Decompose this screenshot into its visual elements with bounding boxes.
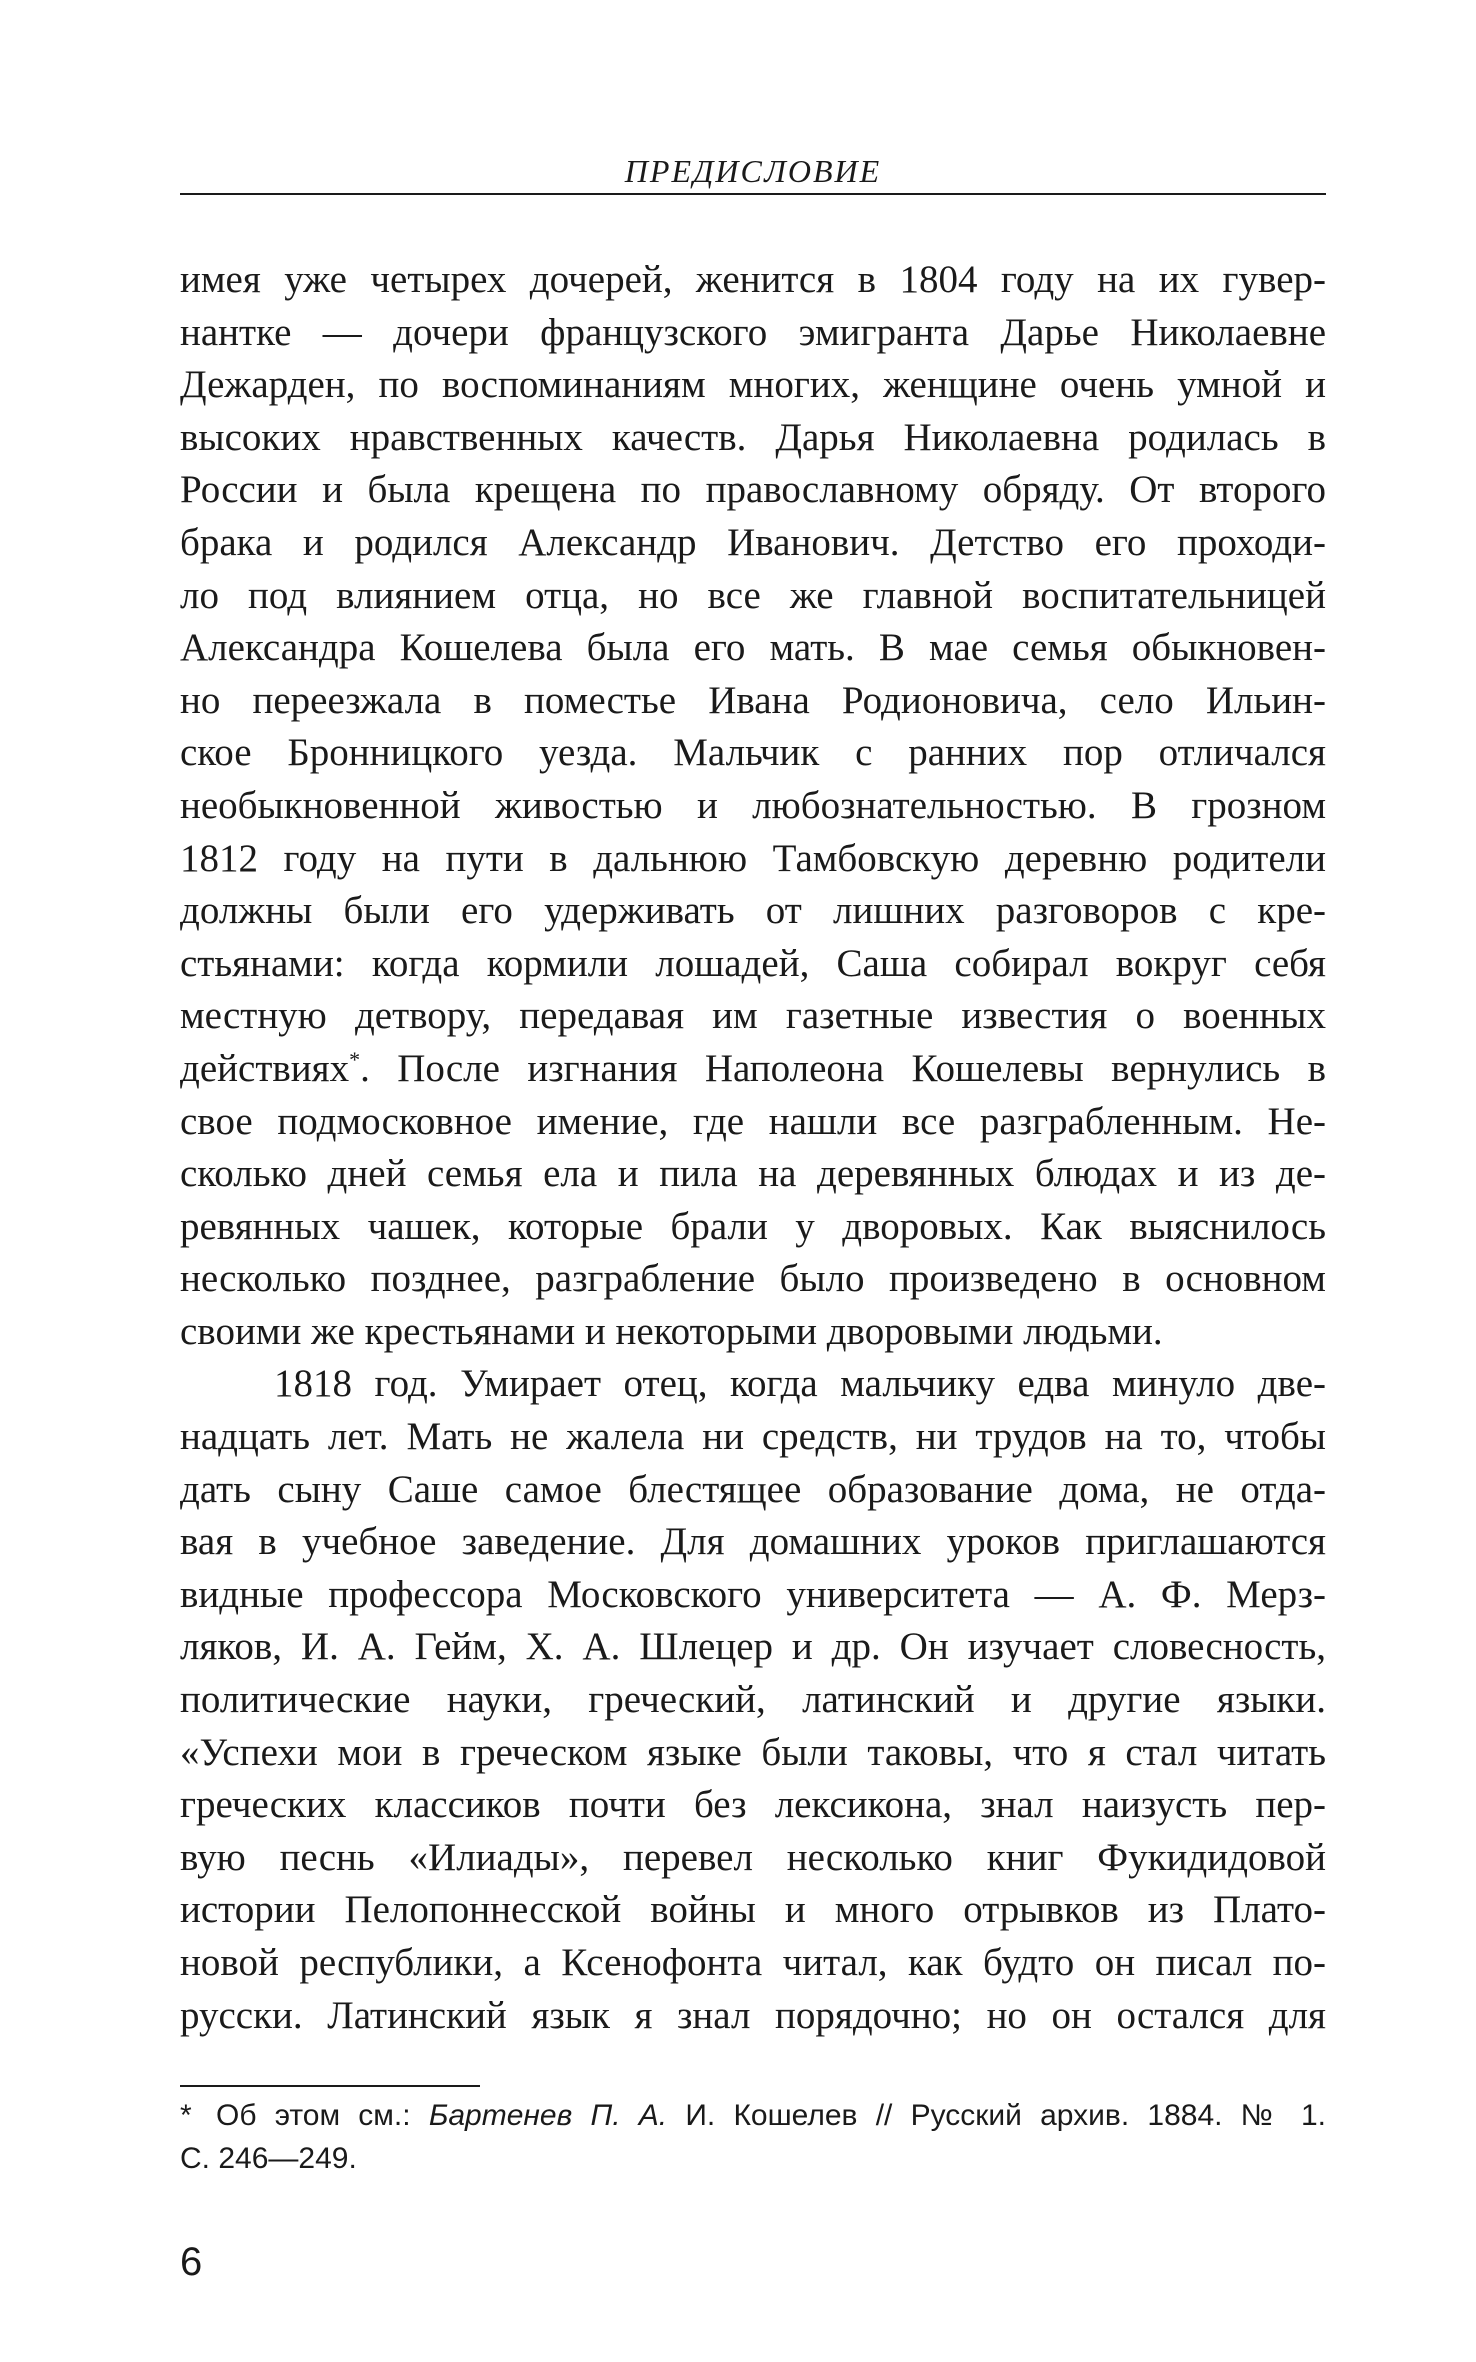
- footnote-rule: [180, 2085, 480, 2087]
- footnote-lead: Об этом см.:: [216, 2099, 429, 2132]
- text-line: высоких нравственных качеств. Дарья Николаевна родилась в: [180, 415, 1326, 459]
- text-line: ревянных чашек, которые брали у дворовых. Как выяснилось: [180, 1204, 1326, 1248]
- text-line: новой республики, а Ксенофонта читал, как будто он писал по-: [180, 1941, 1326, 1984]
- text-line: ляков, И. А. Гейм, Х. А. Шлецер и др. Он изучает словесность,: [180, 1625, 1326, 1669]
- text-line: политические науки, греческий, латинский и другие языки.: [180, 1678, 1326, 1722]
- text-line: вая в учебное заведение. Для домашних уроков приглашаются: [180, 1520, 1326, 1564]
- footnote-citation: И. Кошелев // Русский архив. 1884. № 1.: [667, 2099, 1326, 2132]
- text-line: видные профессора Московского университета — А. Ф. Мерз-: [180, 1572, 1326, 1616]
- text-line: но переезжала в поместье Ивана Родионовича, село Ильин-: [180, 678, 1326, 722]
- text-line: греческих классиков почти без лексикона, знал наизусть пер-: [180, 1783, 1326, 1827]
- header-rule: [180, 193, 1326, 195]
- text-line: 1812 году на пути в дальнюю Тамбовскую деревню родители: [180, 836, 1326, 880]
- text-line: надцать лет. Мать не жалела ни средств, ни трудов на то, чтобы: [180, 1415, 1326, 1459]
- text-line: имея уже четырех дочерей, женится в 1804 году на их гувер-: [180, 258, 1326, 301]
- text-line: стьянами: когда кормили лошадей, Саша собирал вокруг себя: [180, 941, 1326, 985]
- text-line: русски. Латинский язык я знал порядочно; но он остался для: [180, 1993, 1326, 2037]
- text-line: необыкновенной живостью и любознательностью. В грозном: [180, 783, 1326, 827]
- text-fragment: действиях: [180, 1046, 350, 1090]
- text-line: ло под влиянием отца, но все же главной воспитательницей: [180, 573, 1326, 617]
- text-line: сколько дней семья ела и пила на деревянных блюдах и из де-: [180, 1152, 1326, 1196]
- text-line: России и была крещена по православному обряду. От второго: [180, 468, 1326, 512]
- footnote: [180, 2094, 1326, 2180]
- text-line: «Успехи мои в греческом языке были таковы, что я стал читать: [180, 1730, 1326, 1774]
- text-line: свое подмосковное имение, где нашли все разграбленным. Не-: [180, 1099, 1326, 1143]
- text-line: Дежарден, по воспоминаниям многих, женщине очень умной и: [180, 363, 1326, 407]
- footnote-line: С. 246—249.: [180, 2142, 357, 2175]
- text-line: дать сыну Саше самое блестящее образование дома, не отда-: [180, 1467, 1326, 1511]
- text-line: нантке — дочери французского эмигранта Дарье Николаевне: [180, 310, 1326, 354]
- text-line: несколько позднее, разграбление было произведено в основном: [180, 1257, 1326, 1301]
- footnote-marker: *: [180, 2099, 192, 2132]
- running-head: ПРЕДИСЛОВИЕ: [624, 153, 882, 189]
- footnote-author: Бартенев П. А.: [428, 2099, 668, 2132]
- text-line: должны были его удерживать от лишних разговоров с кре-: [180, 889, 1326, 933]
- text-fragment: . После изгнания Наполеона Кошелевы вернулись в: [360, 1046, 1326, 1090]
- text-line: 1818 год. Умирает отец, когда мальчику едва минуло две-: [274, 1362, 1326, 1406]
- footnote-line: [180, 2094, 1326, 2137]
- text-line-with-footnote: [180, 1043, 1326, 1096]
- footnote-reference[interactable]: *: [349, 1046, 361, 1072]
- paragraph-2: [180, 1358, 1326, 2042]
- paragraph-1: [180, 254, 1326, 1358]
- text-line: брака и родился Александр Иванович. Детство его проходи-: [180, 520, 1326, 564]
- text-line: местную детвору, передавая им газетные известия о военных: [180, 994, 1326, 1038]
- text-line: Александра Кошелева была его мать. В мае семья обыкновен-: [180, 626, 1326, 670]
- text-line: вую песнь «Илиады», перевел несколько книг Фукидидовой: [180, 1835, 1326, 1879]
- main-text: [180, 254, 1326, 2042]
- text-line: истории Пелопоннесской войны и много отрывков из Плато-: [180, 1888, 1326, 1932]
- text-line: своими же крестьянами и некоторыми дворовыми людьми.: [180, 1309, 1163, 1353]
- text-line: ское Бронницкого уезда. Мальчик с ранних пор отличался: [180, 731, 1326, 775]
- page-number: 6: [180, 2240, 203, 2284]
